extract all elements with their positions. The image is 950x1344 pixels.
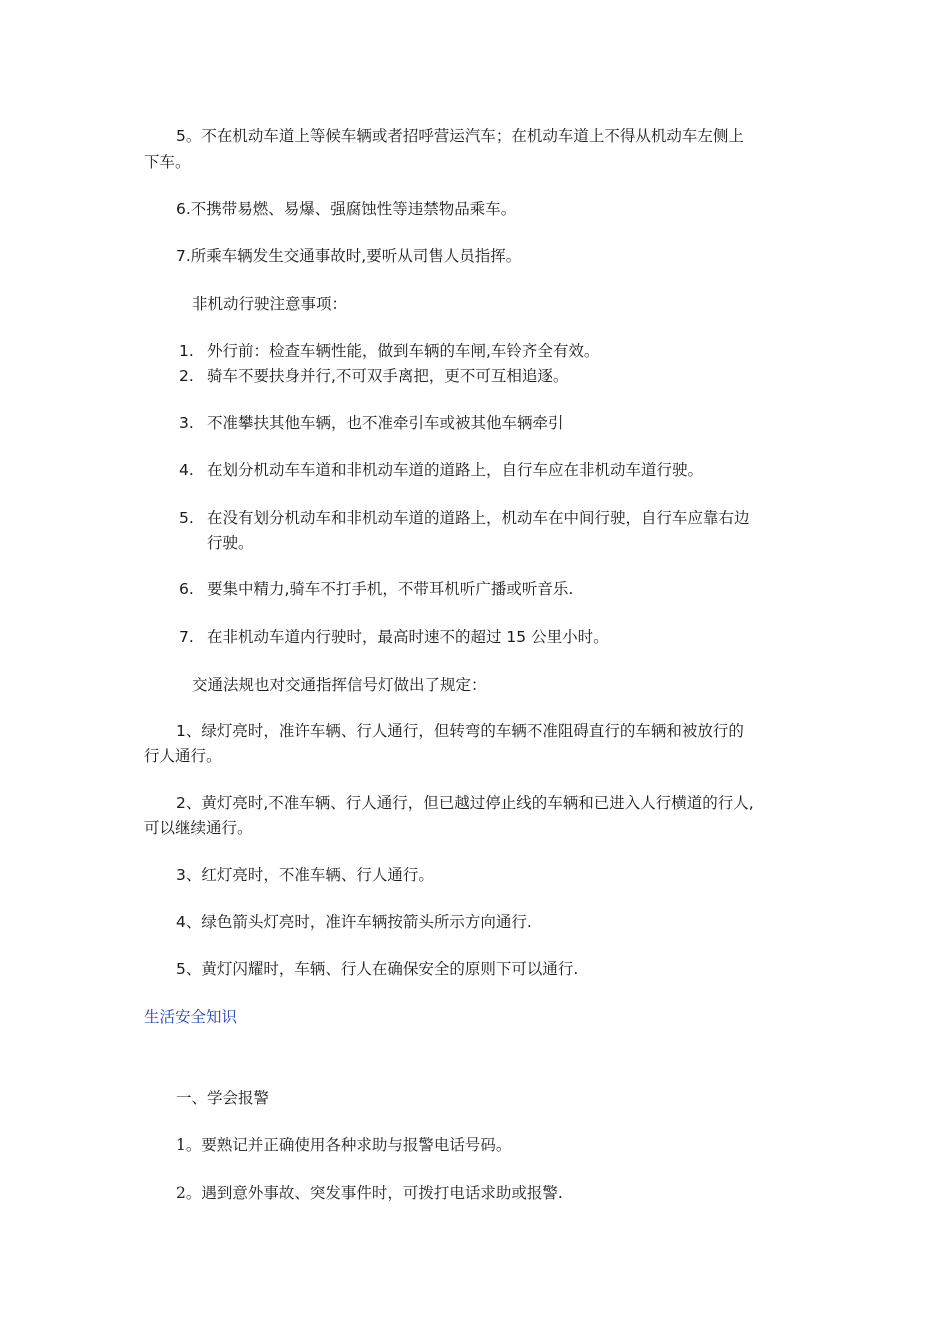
alarm-rule-1: 1。要熟记并正确使用各种求助与报警电话号码。 [176, 1136, 512, 1154]
list-text: 外行前：检查车辆性能，做到车辆的车闸,车铃齐全有效。 [207, 342, 600, 360]
signal-rule-2-line2: 可以继续通行。 [144, 819, 253, 837]
list-text: 在非机动车道内行驶时，最高时速不的超过 15 公里小时。 [207, 628, 609, 646]
bus-rule-7: 7.所乘车辆发生交通事故时,要听从司售人员指挥。 [176, 247, 522, 265]
list-number: 5. [179, 509, 194, 527]
alarm-rule-2: 2。遇到意外事故、突发事件时，可拨打电话求助或报警. [176, 1184, 563, 1202]
list-number: 4. [179, 461, 194, 479]
list-text: 在没有划分机动车和非机动车道的道路上，机动车在中间行驶，自行车应靠右边 [207, 509, 750, 527]
bike-rule-4 [179, 458, 703, 483]
bike-rule-5 [179, 506, 750, 531]
signal-rule-5: 5、黄灯闪耀时，车辆、行人在确保安全的原则下可以通行. [176, 960, 579, 978]
list-text: 在划分机动车车道和非机动车道的道路上，自行车应在非机动车道行驶。 [207, 461, 704, 479]
list-number: 3. [179, 414, 194, 432]
list-number: 7. [179, 628, 194, 646]
bike-rule-5-continued: 行驶。 [207, 534, 254, 552]
signal-rule-1-line2: 行人通行。 [144, 747, 222, 765]
list-number: 2. [179, 367, 194, 385]
list-text: 要集中精力,骑车不打手机，不带耳机听广播或听音乐. [207, 580, 574, 598]
signal-rule-2-line1: 2、黄灯亮时,不准车辆、行人通行，但已越过停止线的车辆和已进入人行横道的行人, [176, 794, 754, 812]
bike-rule-3 [179, 411, 564, 436]
bike-section-heading: 非机动行驶注意事项： [192, 295, 348, 313]
list-number: 1. [179, 342, 194, 360]
list-text: 不准攀扶其他车辆，也不准牵引车或被其他车辆牵引 [207, 414, 564, 432]
life-safety-knowledge-link[interactable]: 生活安全知识 [144, 1008, 238, 1026]
signal-section-heading: 交通法规也对交通指挥信号灯做出了规定： [192, 676, 487, 694]
list-text: 骑车不要扶身并行,不可双手离把，更不可互相追逐。 [207, 367, 569, 385]
list-number: 6. [179, 580, 194, 598]
signal-rule-3: 3、红灯亮时，不准车辆、行人通行。 [176, 866, 434, 884]
bike-rule-2 [179, 364, 568, 389]
alarm-section-heading: 一、学会报警 [176, 1089, 270, 1107]
signal-rule-1-line1: 1、绿灯亮时，准许车辆、行人通行，但转弯的车辆不准阻碍直行的车辆和被放行的 [176, 722, 744, 740]
signal-rule-4: 4、绿色箭头灯亮时，准许车辆按箭头所示方向通行. [176, 913, 532, 931]
bike-rule-1 [179, 339, 599, 364]
bus-rule-5-line2: 下车。 [144, 153, 191, 171]
bike-rule-7 [179, 625, 609, 650]
bus-rule-5-line1: 5。不在机动车道上等候车辆或者招呼营运汽车；在机动车道上不得从机动车左侧上 [176, 127, 744, 145]
bike-rule-6 [179, 577, 573, 602]
bus-rule-6: 6.不携带易燃、易爆、强腐蚀性等违禁物品乘车。 [176, 200, 517, 218]
